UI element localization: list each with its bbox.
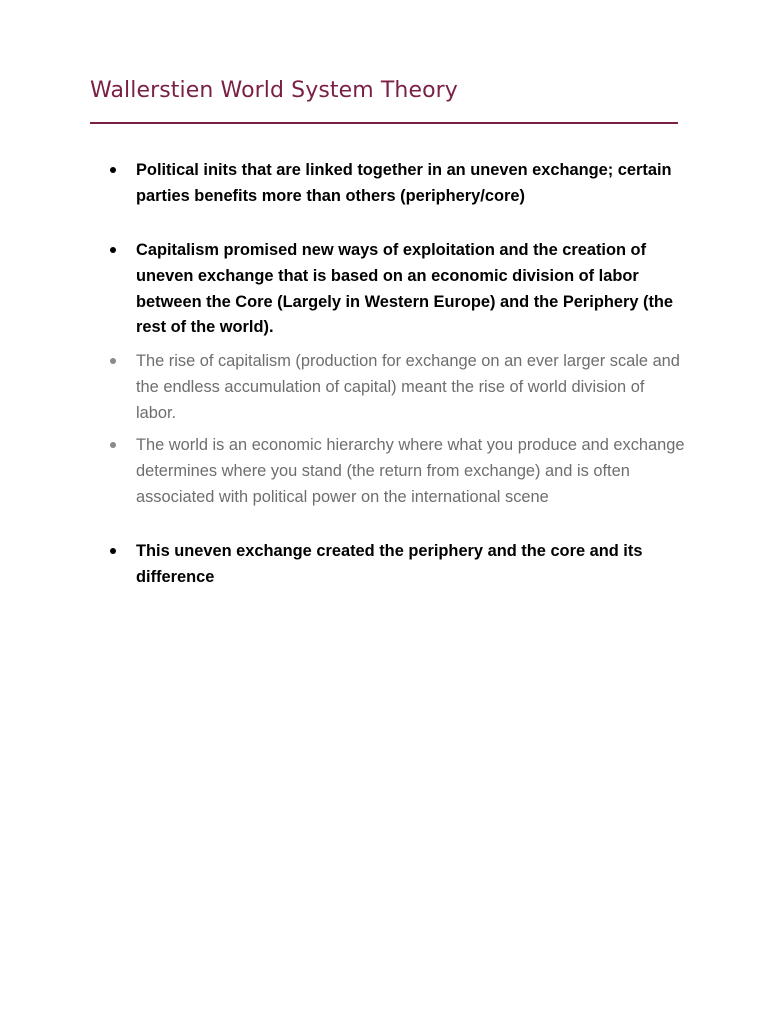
bullet-text: Capitalism promised new ways of exploitation and the creation of uneven exchange that is based on an economic division of labor between the Core (Largely in Western Europe) and the Periphery (the rest of the world). xyxy=(136,241,674,337)
bullet-dot-icon xyxy=(110,442,116,448)
bullet-dot-icon xyxy=(110,358,116,364)
title-underline xyxy=(90,122,678,124)
bullet-dot-icon xyxy=(110,247,116,253)
document-title: Wallerstien World System Theory xyxy=(90,78,458,103)
bullet-dot-icon xyxy=(110,167,116,173)
bullet-text: The world is an economic hierarchy where what you produce and exchange determines where you stand (the return from exchange) and is often associated with political power on the international scene xyxy=(136,436,685,506)
bullet-text: This uneven exchange created the periphery and the core and its difference xyxy=(136,542,643,586)
bullet-text: Political inits that are linked together in an uneven exchange; certain parties benefits more than others (periphery/core) xyxy=(136,161,672,205)
bullet-text: The rise of capitalism (production for exchange on an ever larger scale and the endless accumulation of capital) meant the rise of world division of labor. xyxy=(136,352,680,422)
bullet-dot-icon xyxy=(110,548,116,554)
